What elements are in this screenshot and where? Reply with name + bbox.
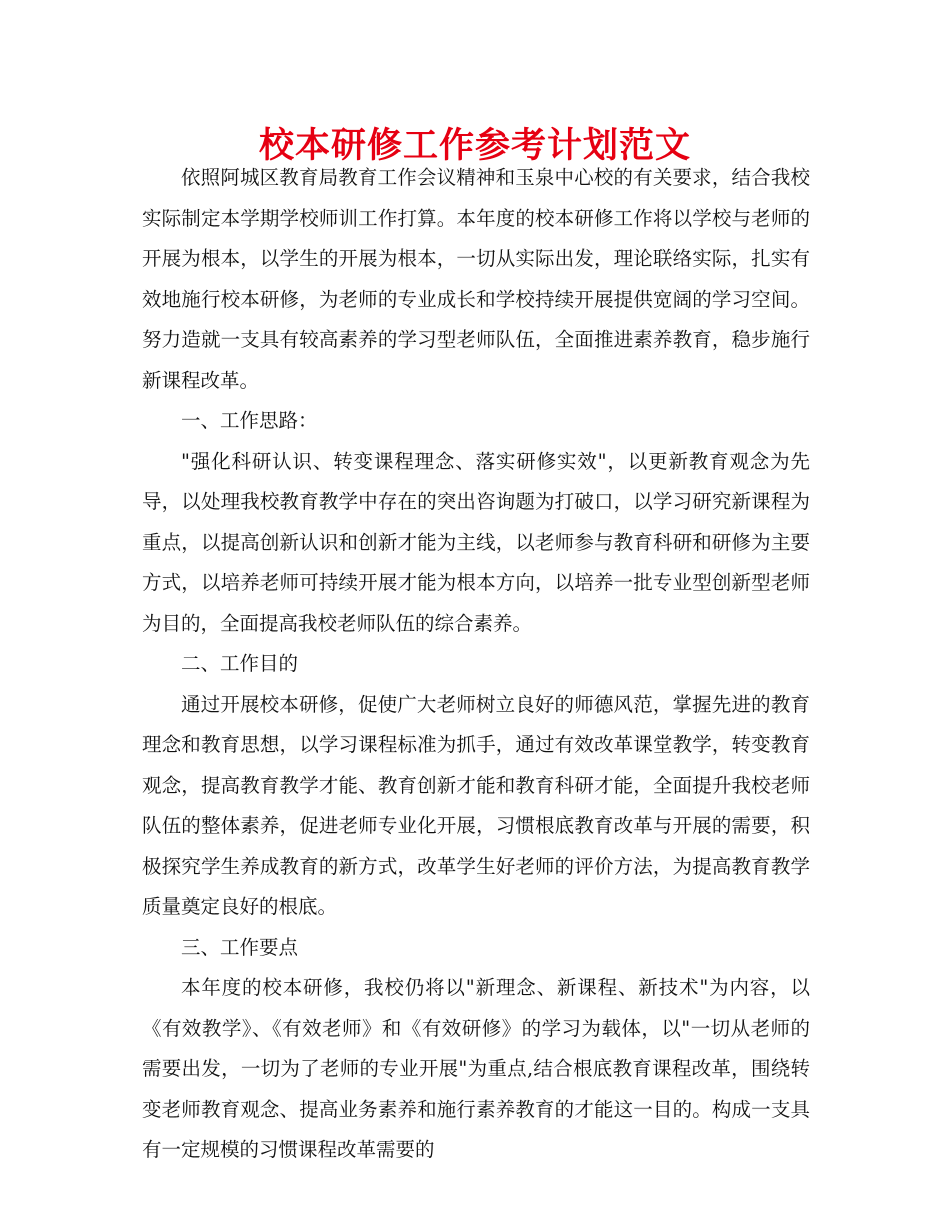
section-heading-work-points: 三、工作要点 <box>181 935 299 959</box>
section-heading-work-ideas: 一、工作思路： <box>181 409 318 432</box>
paragraph-intro: 依照阿城区教育局教育工作会议精神和玉泉中心校的有关要求，结合我校实际制定本学期学校师训工作打算。本年度的校本研修工作将以学校与老师的开展为根本，以学生的开展为根本，一切从实际出发，理论联络实际，扎实有效地施行校本研修，为老师的专业成长和学校持续开展提供宽阔的学习空间。努力造就一支具有较高素养的学习型老师队伍，全面推进素养教育，稳步施行新课程改革。 <box>142 166 810 392</box>
section-heading-work-goals: 二、工作目的 <box>181 652 299 675</box>
document-body <box>142 158 810 1171</box>
paragraph-work-points: 本年度的校本研修，我校仍将以"新理念、新课程、新技术"为内容，以《有效教学》、《有效老师》和《有效研修》的学习为载体，以"一切从老师的需要出发，一切为了老师的专业开展"为重点,结合根底教育课程改革，围绕转变老师教育观念、提高业务素养和施行素养教育的才能这一目的。构成一支具有一定规模的习惯课程改革需要的 <box>142 976 810 1161</box>
paragraph-work-ideas: "强化科研认识、转变课程理念、落实研修实效"，以更新教育观念为先导，以处理我校教育教学中存在的突出咨询题为打破口，以学习研究新课程为重点，以提高创新认识和创新才能为主线，以老师参与教育科研和研修为主要方式，以培养老师可持续开展才能为根本方向，以培养一批专业型创新型老师为目的，全面提高我校老师队伍的综合素养。 <box>142 449 810 635</box>
paragraph-work-goals: 通过开展校本研修，促使广大老师树立良好的师德风范，掌握先进的教育理念和教育思想，以学习课程标准为抓手，通过有效改革课堂教学，转变教育观念，提高教育教学才能、教育创新才能和教育科研才能，全面提升我校老师队伍的整体素养，促进老师专业化开展，习惯根底教育改革与开展的需要，积极探究学生养成教育的新方式，改革学生好老师的评价方法，为提高教育教学质量奠定良好的根底。 <box>142 692 810 918</box>
document-title: 校本研修工作参考计划范文 <box>258 125 691 166</box>
